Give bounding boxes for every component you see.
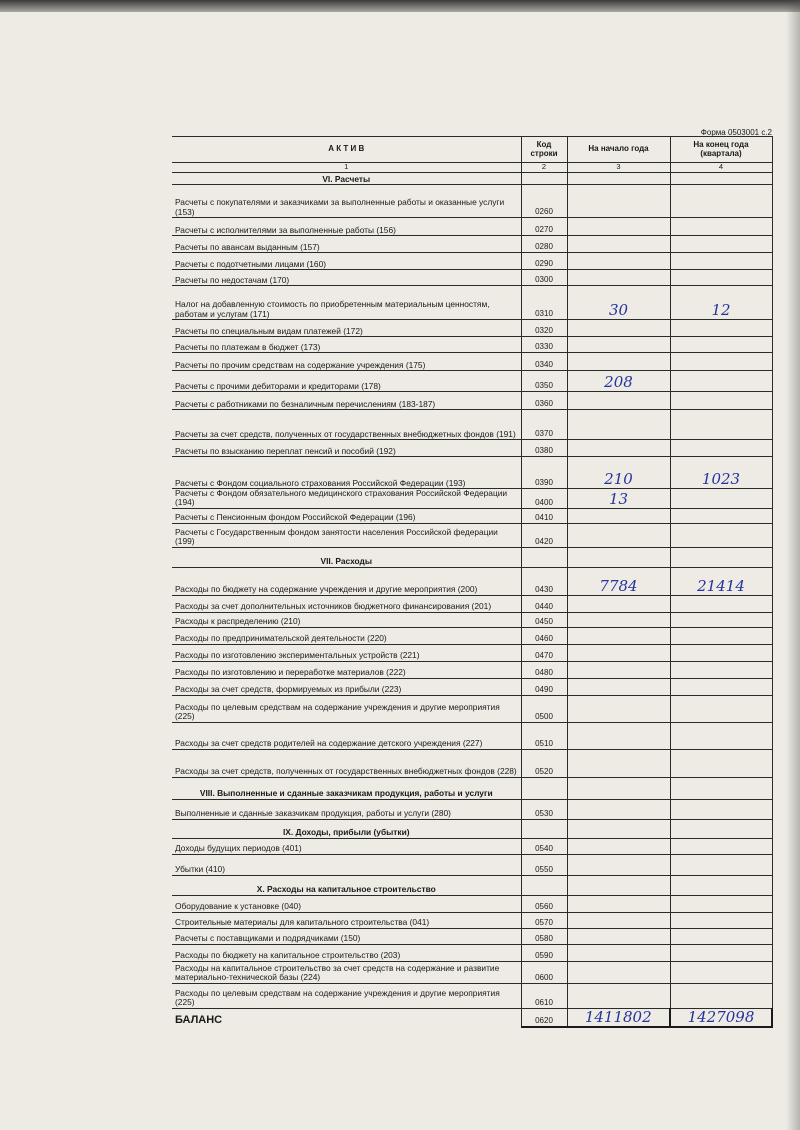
- row-name: Расходы по целевым средствам на содержание учреждения и другие мероприятия (225): [172, 983, 521, 1008]
- column-number-row: [172, 163, 772, 173]
- value-start-of-year: [567, 218, 670, 236]
- row-code: 0480: [521, 661, 567, 678]
- row-code: 0570: [521, 912, 567, 928]
- empty-cell: [567, 875, 670, 895]
- value-end-of-year: [670, 895, 772, 912]
- value-start-of-year: [567, 253, 670, 270]
- table-row: [172, 440, 772, 457]
- table-row: [172, 695, 772, 722]
- column-header-end: На конец года (квартала): [670, 137, 772, 163]
- value-end-of-year: [670, 928, 772, 944]
- value-end-of-year: [670, 944, 772, 961]
- row-name: БАЛАНС: [172, 1008, 521, 1026]
- table-row: [172, 253, 772, 270]
- value-end-of-year: [670, 722, 772, 749]
- value-start-of-year: [567, 678, 670, 695]
- table-row: [172, 854, 772, 875]
- value-start-of-year: [567, 270, 670, 286]
- table-row: [172, 392, 772, 410]
- value-start-of-year: [567, 912, 670, 928]
- table-row: [172, 612, 772, 627]
- value-start-of-year: [567, 749, 670, 777]
- empty-cell: [521, 173, 567, 185]
- value-end-of-year: [670, 410, 772, 440]
- table-body: [172, 173, 772, 1027]
- row-name: Расходы за счет средств, полученных от государственных внебюджетных фондов (228): [172, 749, 521, 777]
- table-row: [172, 371, 772, 392]
- table-row: [172, 218, 772, 236]
- value-end-of-year: [670, 371, 772, 392]
- table-row: [172, 353, 772, 371]
- value-end-of-year: [670, 695, 772, 722]
- row-name: Расходы за счет средств родителей на содержание детского учреждения (227): [172, 722, 521, 749]
- row-code: 0600: [521, 961, 567, 983]
- table-row: [172, 928, 772, 944]
- value-start-of-year: [567, 320, 670, 337]
- table-row: [172, 567, 772, 595]
- row-name: Налог на добавленную стоимость по приобретенным материальным ценностям, работам и услугам (171): [172, 286, 521, 320]
- value-end-of-year: [670, 337, 772, 353]
- row-code: 0440: [521, 595, 567, 612]
- row-code: 0310: [521, 286, 567, 320]
- value-end-of-year: [670, 838, 772, 854]
- value-end-of-year: [670, 854, 772, 875]
- empty-cell: [521, 777, 567, 799]
- value-start-of-year: 208: [567, 371, 670, 392]
- row-name: Расходы за счет средств, формируемых из прибыли (223): [172, 678, 521, 695]
- empty-cell: [670, 173, 772, 185]
- row-name: Строительные материалы для капитального строительства (041): [172, 912, 521, 928]
- table-row: [172, 410, 772, 440]
- value-end-of-year: [670, 353, 772, 371]
- table-row: [172, 236, 772, 253]
- column-header-code: Код строки: [521, 137, 567, 163]
- value-end-of-year: [670, 912, 772, 928]
- value-end-of-year: [670, 185, 772, 218]
- empty-cell: [567, 777, 670, 799]
- row-code: 0290: [521, 253, 567, 270]
- row-name: Расчеты с подотчетными лицами (160): [172, 253, 521, 270]
- table-row: [172, 320, 772, 337]
- column-number: 3: [567, 163, 670, 173]
- value-end-of-year: [670, 270, 772, 286]
- row-name: Расчеты по специальным видам платежей (172): [172, 320, 521, 337]
- row-name: Расчеты с прочими дебиторами и кредиторами (178): [172, 371, 521, 392]
- section-header-row: [172, 173, 772, 185]
- value-end-of-year: 1427098: [670, 1008, 772, 1026]
- row-name: Расчеты по взысканию переплат пенсий и пособий (192): [172, 440, 521, 457]
- table-row: [172, 270, 772, 286]
- table-row: [172, 799, 772, 819]
- value-end-of-year: [670, 644, 772, 661]
- value-end-of-year: [670, 799, 772, 819]
- row-name: Расчеты с поставщиками и подрядчиками (150): [172, 928, 521, 944]
- row-name: Расходы по изготовлению и переработке материалов (222): [172, 661, 521, 678]
- value-end-of-year: 12: [670, 286, 772, 320]
- row-name: Расходы к распределению (210): [172, 612, 521, 627]
- value-end-of-year: [670, 749, 772, 777]
- row-code: 0380: [521, 440, 567, 457]
- row-code: 0550: [521, 854, 567, 875]
- table-row: [172, 595, 772, 612]
- row-code: 0260: [521, 185, 567, 218]
- value-start-of-year: [567, 722, 670, 749]
- row-code: 0430: [521, 567, 567, 595]
- empty-cell: [567, 819, 670, 838]
- row-name: Расчеты с Фондом обязательного медицинского страхования Российской Федерации (194): [172, 489, 521, 509]
- value-start-of-year: [567, 627, 670, 644]
- empty-cell: [521, 875, 567, 895]
- page-edge-shadow: [786, 0, 800, 1130]
- table-row: [172, 644, 772, 661]
- value-start-of-year: [567, 944, 670, 961]
- value-start-of-year: [567, 799, 670, 819]
- row-name: Расчеты с исполнителями за выполненные работы (156): [172, 218, 521, 236]
- section-title: VII. Расходы: [172, 547, 521, 567]
- row-name: Расходы по предпринимательской деятельности (220): [172, 627, 521, 644]
- row-name: Расходы по изготовлению экспериментальных устройств (221): [172, 644, 521, 661]
- value-end-of-year: [670, 253, 772, 270]
- table-row: [172, 838, 772, 854]
- section-header-row: [172, 875, 772, 895]
- row-name: Расходы за счет дополнительных источников бюджетного финансирования (201): [172, 595, 521, 612]
- row-code: 0410: [521, 508, 567, 523]
- value-end-of-year: 1023: [670, 457, 772, 489]
- value-end-of-year: [670, 489, 772, 509]
- empty-cell: [521, 819, 567, 838]
- empty-cell: [567, 547, 670, 567]
- table-row: [172, 944, 772, 961]
- row-name: Расчеты по недостачам (170): [172, 270, 521, 286]
- section-title: IX. Доходы, прибыли (убытки): [172, 819, 521, 838]
- value-start-of-year: [567, 895, 670, 912]
- section-header-row: [172, 819, 772, 838]
- row-code: 0370: [521, 410, 567, 440]
- value-end-of-year: [670, 612, 772, 627]
- row-code: 0460: [521, 627, 567, 644]
- balance-table: [172, 136, 773, 1028]
- row-code: 0510: [521, 722, 567, 749]
- value-start-of-year: [567, 838, 670, 854]
- table-row: [172, 286, 772, 320]
- value-end-of-year: [670, 508, 772, 523]
- empty-cell: [521, 547, 567, 567]
- value-start-of-year: [567, 695, 670, 722]
- column-number: 1: [172, 163, 521, 173]
- row-code: 0620: [521, 1008, 567, 1026]
- value-end-of-year: [670, 678, 772, 695]
- empty-cell: [670, 875, 772, 895]
- table-row: [172, 661, 772, 678]
- section-header-row: [172, 547, 772, 567]
- row-code: 0420: [521, 523, 567, 547]
- value-start-of-year: [567, 595, 670, 612]
- value-start-of-year: [567, 353, 670, 371]
- value-end-of-year: [670, 661, 772, 678]
- value-end-of-year: [670, 983, 772, 1008]
- row-code: 0490: [521, 678, 567, 695]
- row-code: 0590: [521, 944, 567, 961]
- row-code: 0330: [521, 337, 567, 353]
- table-row: [172, 508, 772, 523]
- value-start-of-year: [567, 854, 670, 875]
- column-header-asset: А К Т И В: [172, 137, 521, 163]
- section-title: VI. Расчеты: [172, 173, 521, 185]
- empty-cell: [670, 819, 772, 838]
- value-start-of-year: [567, 644, 670, 661]
- value-start-of-year: [567, 523, 670, 547]
- value-end-of-year: [670, 627, 772, 644]
- table-row: [172, 523, 772, 547]
- value-start-of-year: [567, 928, 670, 944]
- row-name: Расходы по целевым средствам на содержание учреждения и другие мероприятия (225): [172, 695, 521, 722]
- form-label: Форма 0503001 с.2: [700, 128, 772, 137]
- table-row: [172, 961, 772, 983]
- value-end-of-year: [670, 236, 772, 253]
- row-name: Убытки (410): [172, 854, 521, 875]
- row-name: Оборудование к установке (040): [172, 895, 521, 912]
- value-start-of-year: [567, 236, 670, 253]
- table-header: [172, 137, 772, 173]
- section-title: VIII. Выполненные и сданные заказчикам продукция, работы и услуги: [172, 777, 521, 799]
- row-code: 0340: [521, 353, 567, 371]
- row-name: Расчеты за счет средств, полученных от государственных внебюджетных фондов (191): [172, 410, 521, 440]
- value-start-of-year: [567, 508, 670, 523]
- table-row: [172, 337, 772, 353]
- table-row: [172, 627, 772, 644]
- row-name: Расчеты с Государственным фондом занятости населения Российской федерации (199): [172, 523, 521, 547]
- value-start-of-year: [567, 661, 670, 678]
- row-name: Расчеты по платежам в бюджет (173): [172, 337, 521, 353]
- value-start-of-year: [567, 961, 670, 983]
- empty-cell: [670, 777, 772, 799]
- row-code: 0360: [521, 392, 567, 410]
- row-name: Выполненные и сданные заказчикам продукция, работы и услуги (280): [172, 799, 521, 819]
- value-start-of-year: [567, 392, 670, 410]
- row-code: 0470: [521, 644, 567, 661]
- table-row: [172, 983, 772, 1008]
- value-start-of-year: 30: [567, 286, 670, 320]
- table-row: [172, 912, 772, 928]
- value-end-of-year: [670, 595, 772, 612]
- row-code: 0280: [521, 236, 567, 253]
- value-start-of-year: [567, 612, 670, 627]
- row-code: 0300: [521, 270, 567, 286]
- value-end-of-year: [670, 218, 772, 236]
- value-end-of-year: [670, 440, 772, 457]
- value-start-of-year: [567, 983, 670, 1008]
- value-end-of-year: [670, 961, 772, 983]
- row-name: Расходы на капитальное строительство за счет средств на содержание и развитие материально-технической базы (224): [172, 961, 521, 983]
- table-row: [172, 185, 772, 218]
- table-row: [172, 895, 772, 912]
- row-name: Расчеты по авансам выданным (157): [172, 236, 521, 253]
- row-name: Расходы по бюджету на капитальное строительство (203): [172, 944, 521, 961]
- row-name: Расчеты с работниками по безналичным перечислениям (183-187): [172, 392, 521, 410]
- row-name: Расчеты по прочим средствам на содержание учреждения (175): [172, 353, 521, 371]
- value-start-of-year: [567, 185, 670, 218]
- row-code: 0530: [521, 799, 567, 819]
- table-row: [172, 749, 772, 777]
- column-number: 2: [521, 163, 567, 173]
- table-row: [172, 457, 772, 489]
- row-name: Расходы по бюджету на содержание учреждения и другие мероприятия (200): [172, 567, 521, 595]
- row-code: 0540: [521, 838, 567, 854]
- column-number: 4: [670, 163, 772, 173]
- empty-cell: [670, 547, 772, 567]
- value-end-of-year: 21414: [670, 567, 772, 595]
- row-code: 0580: [521, 928, 567, 944]
- row-code: 0560: [521, 895, 567, 912]
- value-start-of-year: 210: [567, 457, 670, 489]
- row-code: 0520: [521, 749, 567, 777]
- value-end-of-year: [670, 320, 772, 337]
- value-start-of-year: [567, 410, 670, 440]
- row-code: 0500: [521, 695, 567, 722]
- balance-total-row: [172, 1008, 772, 1026]
- section-title: X. Расходы на капитальное строительство: [172, 875, 521, 895]
- row-code: 0350: [521, 371, 567, 392]
- row-code: 0400: [521, 489, 567, 509]
- value-start-of-year: [567, 440, 670, 457]
- section-header-row: [172, 777, 772, 799]
- row-code: 0450: [521, 612, 567, 627]
- table-row: [172, 722, 772, 749]
- table-row: [172, 678, 772, 695]
- table-row: [172, 489, 772, 509]
- value-end-of-year: [670, 392, 772, 410]
- row-code: 0390: [521, 457, 567, 489]
- value-end-of-year: [670, 523, 772, 547]
- value-start-of-year: [567, 337, 670, 353]
- row-name: Расчеты с Пенсионным фондом Российской Федерации (196): [172, 508, 521, 523]
- row-name: Расчеты с покупателями и заказчиками за выполненные работы и оказанные услуги (153): [172, 185, 521, 218]
- value-start-of-year: 13: [567, 489, 670, 509]
- row-code: 0270: [521, 218, 567, 236]
- row-name: Доходы будущих периодов (401): [172, 838, 521, 854]
- column-header-start: На начало года: [567, 137, 670, 163]
- row-code: 0610: [521, 983, 567, 1008]
- row-code: 0320: [521, 320, 567, 337]
- value-start-of-year: 1411802: [567, 1008, 670, 1026]
- empty-cell: [567, 173, 670, 185]
- row-name: Расчеты с Фондом социального страхования Российской Федерации (193): [172, 457, 521, 489]
- value-start-of-year: 7784: [567, 567, 670, 595]
